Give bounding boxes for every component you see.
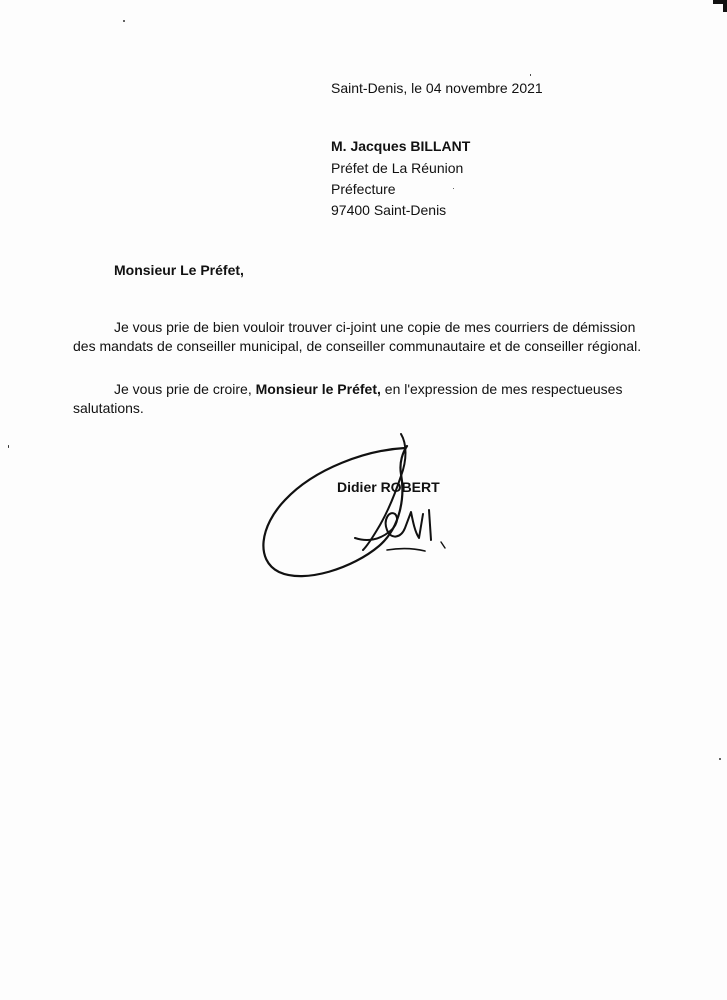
recipient-line: Préfecture	[331, 181, 396, 197]
handwritten-signature	[255, 430, 455, 580]
scan-speck	[8, 445, 9, 448]
scan-speck	[719, 758, 721, 760]
closing-text: en l'expression de mes respectueuses	[380, 381, 623, 397]
recipient-line: Préfet de La Réunion	[331, 160, 464, 176]
closing-paragraph-line: salutations.	[73, 400, 144, 416]
salutation: Monsieur Le Préfet,	[114, 262, 244, 278]
body-paragraph-line: des mandats de conseiller municipal, de conseiller communautaire et de conseiller régional.	[73, 338, 642, 354]
body-paragraph-line: Je vous prie de bien vouloir trouver ci-joint une copie de mes courriers de démission	[114, 319, 636, 335]
signer-name: Didier ROBERT	[337, 479, 440, 495]
scan-speck	[530, 74, 531, 76]
recipient-name: M. Jacques BILLANT	[331, 138, 471, 154]
scan-corner-mark	[713, 0, 727, 4]
recipient-line: 97400 Saint-Denis	[331, 202, 447, 218]
letter-date: Saint-Denis, le 04 novembre 2021	[331, 80, 543, 96]
scan-speck	[123, 20, 125, 22]
scan-speck	[453, 188, 454, 189]
closing-paragraph-line	[73, 380, 623, 399]
closing-emphasis: Monsieur le Préfet,	[255, 381, 381, 397]
closing-text: Je vous prie de croire,	[114, 381, 256, 397]
signature-strokes	[263, 434, 445, 576]
closing-paragraph	[73, 380, 623, 418]
